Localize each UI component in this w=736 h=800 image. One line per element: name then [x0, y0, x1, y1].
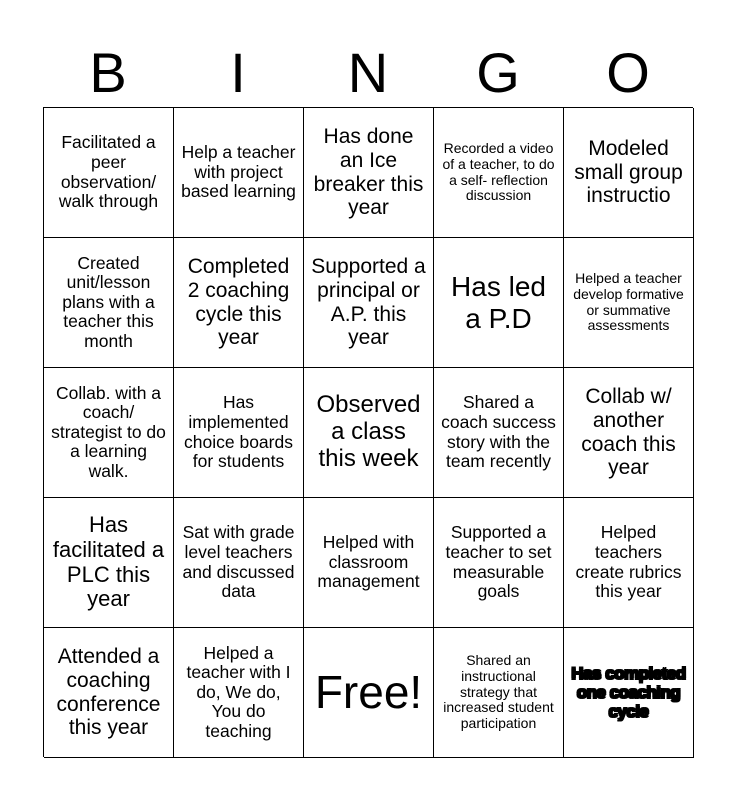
cell-text: Supported a teacher to set measurable goals — [445, 522, 552, 602]
cell-text: Shared a coach success story with the team recently — [441, 392, 556, 472]
cell-text: Help a teacher with project based learning — [181, 142, 296, 202]
header-letter-g: G — [476, 41, 520, 104]
cell-text: Has facilitated a PLC this year — [52, 512, 165, 612]
cell-text: Helped a teacher develop formative or summative assessments — [573, 270, 684, 334]
bingo-cell[interactable] — [304, 498, 434, 628]
bingo-card — [43, 107, 693, 757]
cell-text: Collab. with a coach/ strategist to do a learning walk. — [51, 382, 166, 481]
bingo-cell[interactable] — [44, 628, 174, 758]
header-letter-o: O — [606, 41, 650, 104]
cell-text: Has done an Ice breaker this year — [313, 125, 424, 220]
cell-text: Has completed one coaching cycle — [571, 663, 686, 722]
cell-text: Has implemented choice boards for students — [184, 392, 293, 472]
bingo-cell[interactable] — [44, 368, 174, 498]
bingo-cell[interactable] — [304, 108, 434, 238]
bingo-cell[interactable] — [44, 108, 174, 238]
bingo-cell[interactable] — [434, 628, 564, 758]
bingo-cell[interactable] — [564, 498, 694, 628]
bingo-cell[interactable] — [564, 238, 694, 368]
bingo-cell[interactable] — [564, 368, 694, 498]
bingo-cell[interactable] — [434, 368, 564, 498]
bingo-cell[interactable] — [174, 238, 304, 368]
bingo-cell[interactable] — [434, 498, 564, 628]
bingo-cell[interactable] — [174, 628, 304, 758]
cell-text: Facilitated a peer observation/ walk through — [58, 132, 159, 212]
bingo-cell[interactable] — [564, 628, 694, 758]
bingo-cell[interactable] — [174, 368, 304, 498]
bingo-header — [43, 40, 693, 106]
bingo-cell[interactable] — [434, 108, 564, 238]
cell-text: Helped a teacher with I do, We do, You do teaching — [186, 642, 291, 741]
bingo-cell[interactable] — [434, 238, 564, 368]
cell-text: Collab w/ another coach this year — [581, 385, 676, 480]
cell-text: Helped with classroom management — [317, 532, 420, 592]
cell-text: Created unit/lesson plans with a teacher this month — [62, 252, 155, 351]
bingo-cell[interactable] — [304, 238, 434, 368]
cell-text: Attended a coaching conference this year — [56, 645, 161, 740]
free-space-cell[interactable] — [304, 628, 434, 758]
bingo-cell[interactable] — [564, 108, 694, 238]
cell-text: Recorded a video of a teacher, to do a self- reflection discussion — [442, 140, 555, 204]
header-letter-n: N — [347, 41, 389, 104]
cell-text: Supported a principal or A.P. this year — [311, 255, 426, 350]
cell-text: Helped teachers create rubrics this year — [575, 522, 682, 602]
cell-text: Has led a P.D — [451, 271, 546, 334]
bingo-cell[interactable] — [44, 238, 174, 368]
bingo-cell[interactable] — [44, 498, 174, 628]
cell-text: Completed 2 coaching cycle this year — [187, 255, 290, 350]
bingo-cell[interactable] — [304, 368, 434, 498]
cell-text: Observed a class this week — [316, 391, 421, 472]
cell-text: Modeled small group instructio — [574, 137, 683, 208]
cell-text: Sat with grade level teachers and discussed data — [182, 522, 295, 602]
header-letter-b: B — [89, 41, 127, 104]
bingo-cell[interactable] — [174, 108, 304, 238]
header-letter-i: I — [230, 41, 246, 104]
bingo-cell[interactable] — [174, 498, 304, 628]
free-space-text: Free! — [314, 665, 423, 718]
cell-text: Shared an instructional strategy that increased student participation — [443, 652, 554, 731]
